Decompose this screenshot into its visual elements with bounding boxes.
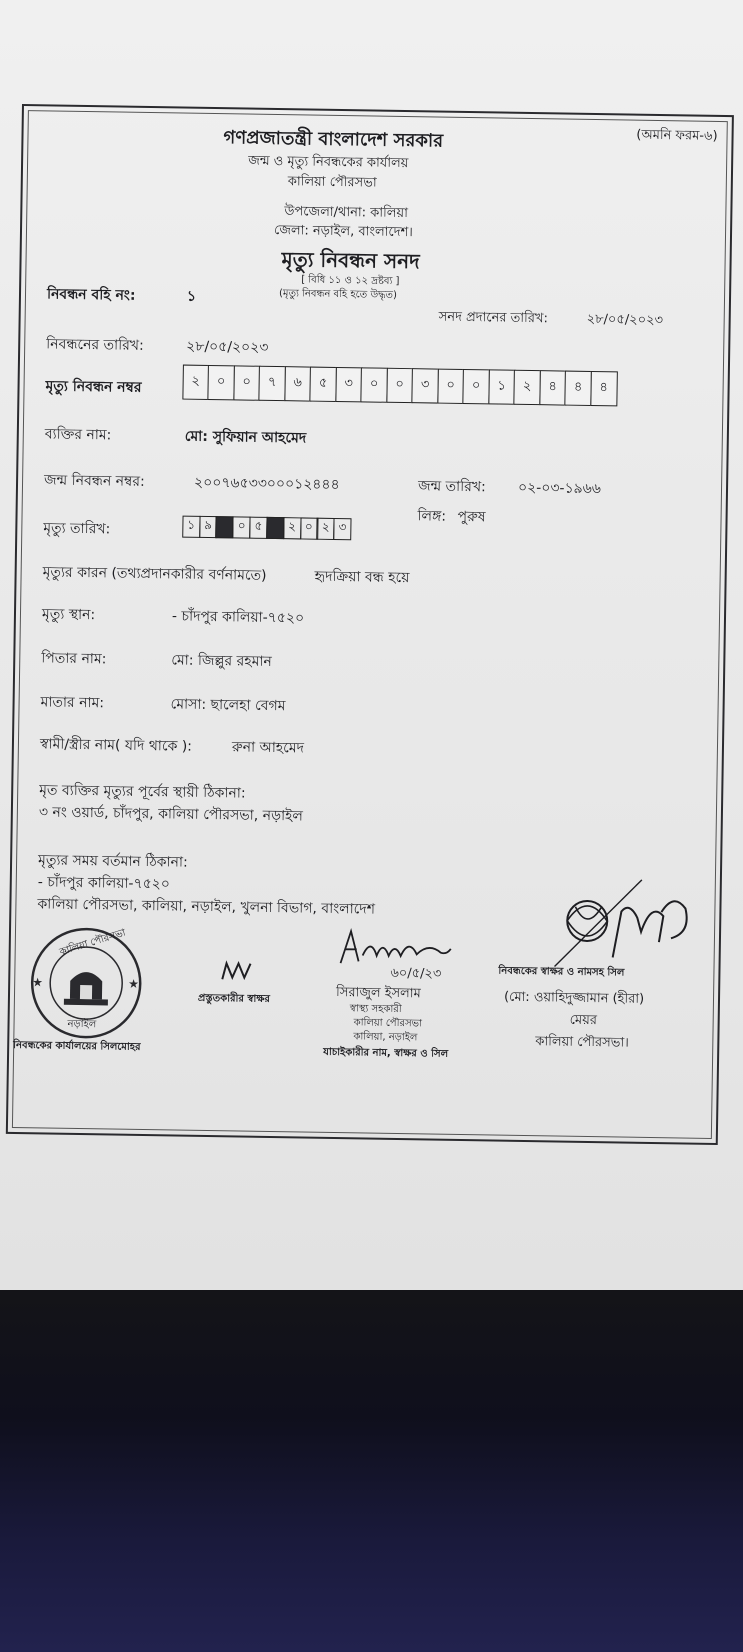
current-address-line2: কালিয়া পৌরসভা, কালিয়া, নড়াইল, খুলনা বিভাগ, বাংলাদেশ	[37, 896, 376, 918]
verifier-title: স্বাস্থ্য সহকারী	[349, 1003, 402, 1016]
death-date-digit: ০	[300, 517, 318, 539]
extract-note: (মৃত্যু নিবন্ধন বহি হতে উদ্ধৃত)	[278, 288, 397, 301]
death-reg-digit: ১	[488, 369, 516, 404]
upazila-line: উপজেলা/থানা: কালিয়া	[284, 204, 409, 222]
cause-label: মৃত্যুর কারন (তথ্যপ্রদানকারীর বর্ণনামতে)	[42, 564, 267, 584]
document-title: মৃত্যু নিবন্ধন সনদ	[281, 247, 420, 274]
issue-date-label: সনদ প্রদানের তারিখ:	[438, 309, 549, 327]
certificate-frame	[6, 104, 734, 1145]
spouse-name-label: স্বামী/স্ত্রীর নাম( যদি থাকে ):	[39, 736, 193, 755]
verifier-caption: যাচাইকারীর নাম, স্বাক্ষর ও সিল	[323, 1046, 449, 1060]
dob-label: জন্ম তারিখ:	[417, 478, 486, 496]
form-label: (অমনি ফরম-৬)	[636, 127, 718, 144]
death-date-digit: ২	[283, 517, 301, 539]
death-date-digit: ৯	[199, 516, 217, 538]
verifier-org: কালিয়া পৌরসভা	[353, 1017, 423, 1030]
issue-date-value: ২৮/০৫/২০২৩	[586, 311, 664, 329]
rule-reference: [ বিধি ১১ ও ১২ দ্রষ্টব্য ]	[301, 274, 400, 287]
spouse-name-value: রুনা আহমেদ	[231, 739, 305, 757]
death-reg-digit: ০	[386, 368, 414, 403]
registration-date-value: ২৮/০৫/২০২৩	[186, 338, 269, 356]
death-reg-digit: ৪	[564, 371, 592, 406]
registration-date-label: নিবন্ধনের তারিখ:	[46, 336, 144, 354]
death-reg-digit: ০	[360, 367, 388, 402]
registrar-signature-mark	[550, 870, 702, 972]
seal-text-top: কালিয়া পৌরসভা	[58, 927, 127, 959]
seal-caption: নিবন্ধকের কার্যালয়ের সিলমোহর	[13, 1039, 141, 1053]
death-reg-digit: ৩	[335, 367, 363, 402]
registrar-caption: নিবন্ধকের স্বাক্ষর ও নামসহ সিল	[498, 965, 625, 979]
death-place-value: - চাঁদপুর কালিয়া-৭৫২০	[171, 608, 305, 627]
verifier-signature-mark	[336, 927, 457, 969]
district-line: জেলা: নড়াইল, বাংলাদেশ।	[273, 222, 414, 241]
death-date-boxes	[183, 516, 351, 541]
registrar-signature	[550, 870, 702, 976]
sex-value: পুরুষ	[457, 508, 486, 526]
person-name-value: মো: সুফিয়ান আহমেদ	[184, 428, 307, 447]
death-date-digit: ০	[232, 516, 250, 538]
death-date-label: মৃত্যু তারিখ:	[43, 520, 111, 538]
death-reg-number-boxes	[183, 365, 617, 407]
death-date-digit: ৩	[333, 518, 351, 540]
death-reg-digit: ০	[207, 365, 235, 400]
verifier-org2: কালিয়া, নড়াইল	[353, 1031, 418, 1044]
birth-reg-label: জন্ম নিবন্ধন নম্বর:	[43, 472, 145, 490]
permanent-address-label: মৃত ব্যক্তির মৃত্যুর পূর্বের স্থায়ী ঠিকানা:	[39, 782, 246, 802]
death-date-digit: ৫	[249, 517, 267, 539]
father-name-value: মো: জিল্লুর রহমান	[171, 652, 272, 670]
birth-reg-value: ২০০৭৬৫৩৩০০০১২৪৪৪	[193, 474, 340, 494]
svg-text:★: ★	[32, 975, 44, 990]
registrar-org: কালিয়া পৌরসভা।	[535, 1034, 629, 1051]
registrar-name: (মো: ওয়াহিদুজ্জামান (হীরা)	[503, 989, 645, 1007]
dob-value: ০২-০৩-১৯৬৬	[517, 479, 602, 498]
mother-name-value: মোসা: ছালেহা বেগম	[170, 696, 286, 715]
book-number-label: নিবন্ধন বহি নং:	[46, 286, 136, 304]
death-reg-digit: ২	[513, 370, 541, 405]
death-reg-digit: ২	[182, 365, 210, 400]
verifier-signature-date: ৬০/৫/২৩	[390, 965, 442, 982]
municipality-title: কালিয়া পৌরসভা	[287, 174, 377, 191]
sex-label: লিঙ্গ:	[417, 508, 447, 525]
death-reg-number-label: মৃত্যু নিবন্ধন নম্বর	[45, 378, 142, 396]
svg-text:★: ★	[128, 976, 140, 991]
father-name-label: পিতার নাম:	[41, 650, 107, 668]
current-address-label: মৃত্যুর সময় বর্তমান ঠিকানা:	[37, 852, 188, 871]
death-place-label: মৃত্যু স্থান:	[41, 606, 96, 624]
permanent-address-value: ৩ নং ওয়ার্ড, চাঁদপুর, কালিয়া পৌরসভা, নড়াইল	[38, 804, 303, 825]
person-name-label: ব্যক্তির নাম:	[44, 426, 112, 444]
mother-name-label: মাতার নাম:	[40, 694, 105, 712]
verifier-name: সিরাজুল ইসলাম	[335, 985, 421, 1002]
death-date-separator	[216, 516, 234, 538]
death-reg-digit: ৫	[309, 367, 337, 402]
municipality-seal	[27, 924, 145, 1042]
book-number-value: ১	[186, 288, 197, 305]
preparer-signature	[220, 959, 260, 988]
registrar-title: মেয়র	[569, 1012, 598, 1029]
seal-text-bottom: নড়াইল	[67, 1018, 97, 1031]
death-reg-digit: ৪	[590, 371, 618, 406]
govt-title: গণপ্রজাতন্ত্রী বাংলাদেশ সরকার	[223, 127, 444, 152]
death-reg-digit: ৬	[284, 366, 312, 401]
death-date-digit: ২	[317, 518, 335, 540]
background-surface	[0, 1290, 743, 1652]
death-date-separator	[266, 517, 284, 539]
death-reg-digit: ০	[462, 369, 490, 404]
current-address-line1: - চাঁদপুর কালিয়া-৭৫২০	[37, 874, 171, 893]
death-reg-digit: ৭	[258, 366, 286, 401]
preparer-caption: প্রস্তুতকারীর স্বাক্ষর	[197, 992, 271, 1006]
cause-value: হৃদক্রিয়া বন্ধ হয়ে	[314, 568, 410, 587]
death-reg-digit: ৩	[411, 368, 439, 403]
office-title: জন্ম ও মৃত্যু নিবন্ধকের কার্যালয়	[248, 153, 409, 172]
death-reg-digit: ০	[233, 365, 261, 400]
preparer-signature-mark	[220, 959, 260, 984]
death-reg-digit: ৪	[539, 370, 567, 405]
death-date-digit: ১	[182, 516, 200, 538]
death-reg-digit: ০	[437, 369, 465, 404]
